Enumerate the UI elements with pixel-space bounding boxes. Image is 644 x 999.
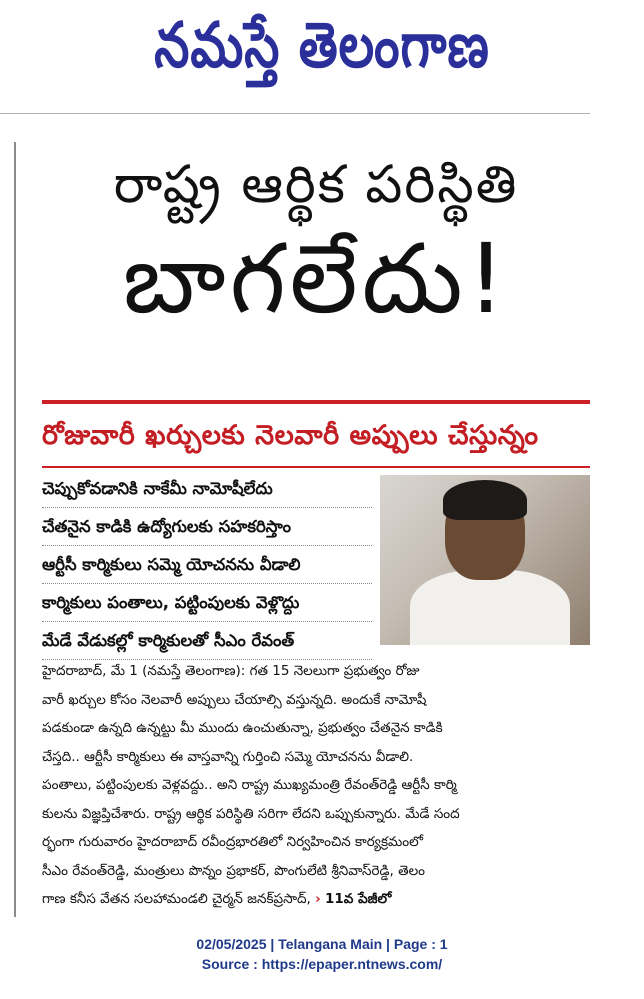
body-line: సీఎం రేవంత్‌రెడ్డి, మంత్రులు పొన్నం ప్రభాకర్, పొంగులేటి శ్రీనివాస్‌రెడ్డి, తెలం — [42, 862, 425, 879]
edition-info: 02/05/2025 | Telangana Main | Page : 1 — [196, 936, 448, 952]
body-line: వారీ ఖర్చుల కోసం నెలవారీ అప్పులు చేయాల్సి వస్తున్నది. అందుకే నామోషీ — [42, 691, 427, 708]
photo-figure-hair — [443, 480, 527, 520]
source-info: Source : https://epaper.ntnews.com/ — [201, 956, 443, 972]
subhead-top-rule — [42, 400, 590, 404]
page-footer — [0, 934, 644, 974]
highlight-item: కార్మికులు పంతాలు, పట్టింపులకు వెళ్లొద్దు — [42, 584, 372, 622]
body-line: హైదరాబాద్, మే 1 (నమస్తే తెలంగాణ): గత 15 నెలలుగా ప్రభుత్వం రోజు — [42, 663, 420, 679]
continued-on-page-link[interactable]: 11వ పేజీలో — [325, 891, 392, 907]
body-line: పడకుండా ఉన్నది ఉన్నట్టు మీ ముందు ఉంచుతున్నా, ప్రభుత్వం చేతనైన కాడికి — [42, 720, 443, 736]
body-line-last — [42, 885, 594, 914]
continued-arrow-icon: › — [315, 891, 321, 907]
subheadline: రోజువారీ ఖర్చులకు నెలవారీ అప్పులు చేస్తున్నం — [42, 420, 539, 451]
highlight-item: చెప్పుకోవడానికి నాకేమీ నామోషీలేదు — [42, 470, 372, 508]
masthead-divider — [0, 113, 590, 114]
column-rule — [14, 142, 16, 917]
highlight-item: చేతనైన కాడికి ఉద్యోగులకు సహకరిస్తాం — [42, 508, 372, 546]
newspaper-logo: నమస్తే తెలంగాణ — [154, 9, 490, 82]
subhead-bottom-rule — [42, 466, 590, 468]
highlight-item: ఆర్టీసీ కార్మికులు సమ్మె యోచనను వీడాలి — [42, 546, 372, 584]
body-line: ర్భంగా గురువారం హైదరాబాద్ రవీంద్రభారతిలో నిర్వహించిన కార్యక్రమంలో — [42, 834, 424, 850]
headline-kicker: రాష్ట్ర ఆర్థిక పరిస్థితి — [113, 155, 519, 215]
headline-main: బాగలేదు! — [122, 223, 510, 335]
body-line: చేస్తది.. ఆర్టీసీ కార్మికులు ఈ వాస్తవాన్ని గుర్తించి సమ్మె యోచనను వీడాలి. — [42, 748, 414, 765]
article-body — [42, 657, 594, 914]
body-line: కులను విజ్ఞప్తిచేశారు. రాష్ట్ర ఆర్థిక పరిస్థితి సరిగా లేదని ఒప్పుకున్నారు. మేడే సంద — [42, 805, 460, 822]
body-line: పంతాలు, పట్టింపులకు వెళ్లవద్దు.. అని రాష్ట్ర ముఖ్యమంత్రి రేవంత్‌రెడ్డి ఆర్టీసీ కార్మి — [42, 777, 457, 793]
masthead — [0, 0, 644, 110]
body-line: గాణ కనీస వేతన సలహామండలి చైర్మన్ జనక్‌ప్రసాద్, — [42, 891, 311, 907]
article-header — [40, 150, 592, 338]
highlight-item: మేడే వేడుకల్లో కార్మికులతో సీఎం రేవంత్ — [42, 622, 372, 660]
highlights-list — [42, 470, 372, 660]
photo-figure-body — [410, 570, 570, 645]
article-photo — [380, 475, 590, 645]
